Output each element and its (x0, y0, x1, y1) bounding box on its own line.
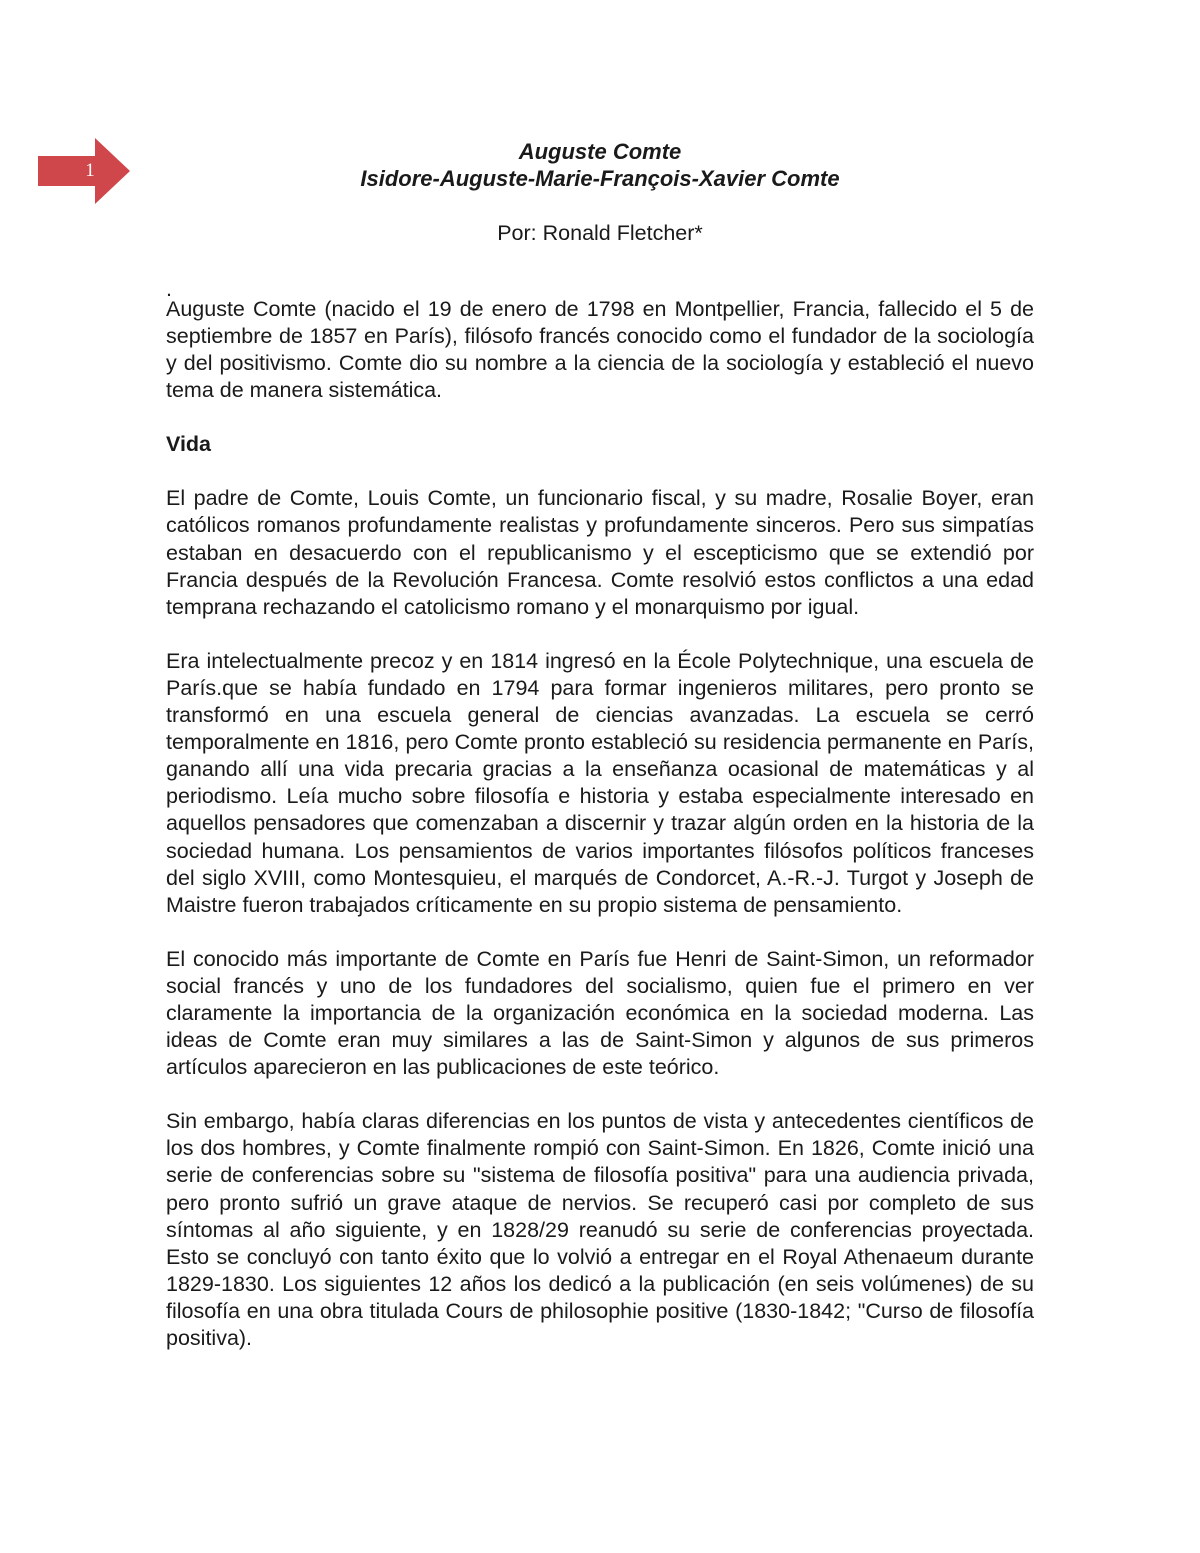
stray-dot: . (166, 277, 172, 301)
page-number: 1 (85, 160, 95, 181)
intro-paragraph: Auguste Comte (nacido el 19 de enero de 1798 en Montpellier, Francia, fallecido el 5 de septiembre de 1857 en París), filósofo francés conocido como el fundador de la sociología y del positivismo. Comte dio su nombre a la ciencia de la sociología y estableció el nuevo tema de manera sistemática. (166, 297, 1034, 403)
paragraph: Era intelectualmente precoz y en 1814 ingresó en la École Polytechnique, una escuela de París.que se había fundado en 1794 para formar ingenieros militares, pero pronto se transformó en una escuela general de ciencias avanzadas. La escuela se cerró temporalmente en 1816, pero Comte pronto estableció su residencia permanente en París, ganando allí una vida precaria gracias a la enseñanza ocasional de matemáticas y al periodismo. Leía mucho sobre filosofía e historia y estaba especialmente interesado en aquellos pensadores que comenzaban a discernir y trazar algún orden en la historia de la sociedad humana. Los pensamientos de varios importantes filósofos políticos franceses del siglo XVIII, como Montesquieu, el marqués de Condorcet, A.-R.-J. Turgot y Joseph de Maistre fueron trabajados críticamente en su propio sistema de pensamiento. (166, 648, 1034, 917)
paragraph: Sin embargo, había claras diferencias en los puntos de vista y antecedentes científicos de los dos hombres, y Comte finalmente rompió con Saint-Simon. En 1826, Comte inició una serie de conferencias sobre su "sistema de filosofía positiva" para una audiencia privada, pero pronto sufrió un grave ataque de nervios. Se recuperó casi por completo de sus síntomas al año siguiente, y en 1828/29 reanudó su serie de conferencias proyectada. Esto se concluyó con tanto éxito que lo volvió a entregar en el Royal Athenaeum durante 1829-1830. Los siguientes 12 años los dedicó a la publicación (en seis volúmenes) de su filosofía en una obra titulada Cours de philosophie positive (1830-1842; "Curso de filosofía positiva). (166, 1109, 1034, 1350)
author-byline: Por: Ronald Fletcher* (497, 221, 703, 245)
document-title: Auguste Comte (518, 139, 682, 164)
section-heading-vida: Vida (166, 432, 212, 457)
document-subtitle: Isidore-Auguste-Marie-François-Xavier Comte (360, 166, 840, 191)
paragraph: El conocido más importante de Comte en París fue Henri de Saint-Simon, un reformador social francés y uno de los fundadores del socialismo, quien fue el primero en ver claramente la importancia de la organización económica en la sociedad moderna. Las ideas de Comte eran muy similares a las de Saint-Simon y algunos de sus primeros artículos aparecieron en las publicaciones de este teórico. (166, 946, 1034, 1080)
paragraph: El padre de Comte, Louis Comte, un funcionario fiscal, y su madre, Rosalie Boyer, eran católicos romanos profundamente realistas y profundamente sinceros. Pero sus simpatías estaban en desacuerdo con el republicanismo y el escepticismo que se extendió por Francia después de la Revolución Francesa. Comte resolvió estos conflictos a una edad temprana rechazando el catolicismo romano y el monarquismo por igual. (166, 486, 1034, 619)
page-number-arrow (38, 138, 130, 204)
document-body (166, 138, 1034, 1379)
